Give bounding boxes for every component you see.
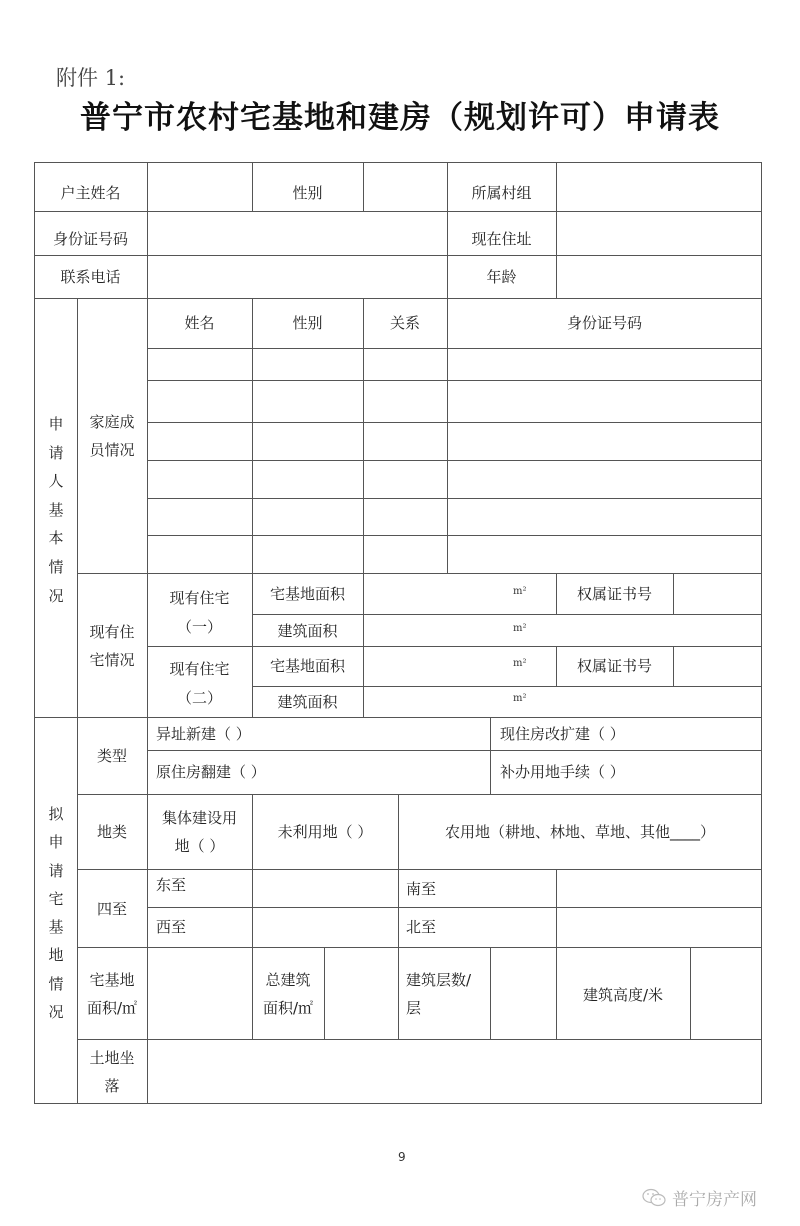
current-address-label: 现在住址 <box>471 230 532 248</box>
north-boundary-label: 北至 <box>406 918 437 936</box>
east-boundary-label: 东至 <box>156 876 187 894</box>
member-name-field[interactable] <box>149 537 251 572</box>
member-gender-field[interactable] <box>254 500 362 534</box>
row-divider <box>77 794 762 795</box>
east-boundary-field[interactable] <box>254 871 397 906</box>
house-2-building-area-unit: m² <box>513 693 527 704</box>
north-boundary-field[interactable] <box>558 909 761 946</box>
house-2-homestead-area-unit: m² <box>513 658 527 669</box>
annex-label: 附件 1: <box>56 66 126 90</box>
family-members-label <box>77 408 147 464</box>
floors-field[interactable] <box>492 949 555 1038</box>
watermark <box>642 1185 757 1213</box>
village-group-field[interactable] <box>558 164 761 210</box>
section-char: 情 <box>48 557 64 576</box>
member-id-field[interactable] <box>449 462 761 497</box>
type-option-supplement[interactable]: 补办用地手续（ ） <box>500 763 625 781</box>
row-divider <box>252 614 762 615</box>
owner-name-label: 户主姓名 <box>60 184 121 202</box>
label-line: 现有住宅 <box>169 589 230 607</box>
row-divider <box>34 298 762 299</box>
family-col-gender: 性别 <box>292 314 323 332</box>
row-divider <box>34 211 762 212</box>
member-name-field[interactable] <box>149 350 251 379</box>
label-line: 家庭成 <box>89 413 135 431</box>
col-divider <box>398 947 399 1039</box>
total-building-area-field[interactable] <box>326 949 397 1038</box>
label-line: 现有住宅 <box>169 660 230 678</box>
member-id-field[interactable] <box>449 424 761 459</box>
col-divider <box>363 573 364 717</box>
age-label: 年龄 <box>486 268 517 286</box>
current-address-field[interactable] <box>558 213 761 254</box>
gender-field[interactable] <box>365 164 446 210</box>
col-divider <box>363 162 364 211</box>
section-char: 基 <box>48 500 64 519</box>
section-char: 拟 <box>48 805 64 823</box>
house-1-label <box>147 584 252 642</box>
homestead-area-field[interactable] <box>149 949 251 1038</box>
section-char: 请 <box>48 443 64 462</box>
col-divider <box>490 717 491 794</box>
member-relation-field[interactable] <box>365 382 446 421</box>
land-class-collective-option[interactable] <box>147 804 252 860</box>
label-line: 建筑层数/ <box>406 971 472 989</box>
house-1-homestead-area-unit: m² <box>513 586 527 597</box>
land-location-label <box>77 1044 147 1100</box>
label-line: 落 <box>104 1077 120 1095</box>
row-divider <box>147 380 762 381</box>
section-char: 情 <box>48 974 64 993</box>
row-divider <box>147 498 762 499</box>
label-line: 员情况 <box>89 441 135 459</box>
row-divider <box>77 573 762 574</box>
phone-label: 联系电话 <box>60 268 121 286</box>
col-divider <box>556 162 557 298</box>
existing-housing-label <box>77 618 147 674</box>
wechat-icon <box>642 1188 668 1213</box>
col-divider <box>398 869 399 947</box>
section-char: 地 <box>48 946 64 965</box>
row-divider <box>147 907 762 908</box>
id-number-field[interactable] <box>149 213 446 254</box>
land-class-label: 地类 <box>96 823 127 841</box>
row-divider <box>34 255 762 256</box>
col-divider <box>490 947 491 1039</box>
land-class-agricultural-option[interactable]: 农用地（耕地、林地、草地、其他____） <box>444 823 715 841</box>
floors-label <box>406 966 471 1022</box>
label-line: 面积/㎡ <box>86 999 138 1017</box>
member-gender-field[interactable] <box>254 462 362 497</box>
phone-field[interactable] <box>149 257 446 297</box>
house-2-certificate-label: 权属证书号 <box>576 657 652 675</box>
member-relation-field[interactable] <box>365 537 446 572</box>
section-char: 况 <box>48 1003 64 1022</box>
building-height-field[interactable] <box>692 949 761 1038</box>
row-divider <box>252 686 762 687</box>
owner-name-field[interactable] <box>149 164 251 210</box>
row-divider <box>147 535 762 536</box>
label-line: 地（ ） <box>174 837 225 855</box>
member-id-field[interactable] <box>449 500 761 534</box>
member-gender-field[interactable] <box>254 382 362 421</box>
row-divider <box>147 750 762 751</box>
section-char: 宅 <box>48 889 64 908</box>
type-option-rebuild[interactable]: 原住房翻建（ ） <box>156 763 266 781</box>
village-group-label: 所属村组 <box>471 184 532 202</box>
basic-info-section-label <box>46 410 66 610</box>
house-1-certificate-label: 权属证书号 <box>576 585 652 603</box>
label-line: 层 <box>406 999 422 1017</box>
homestead-area-label <box>77 966 147 1022</box>
label-line: 土地坐 <box>89 1049 135 1067</box>
row-divider <box>147 460 762 461</box>
col-divider <box>556 869 557 947</box>
label-line: 集体建设用 <box>161 809 237 827</box>
type-option-new-site[interactable]: 异址新建（ ） <box>156 725 251 743</box>
family-col-id-number: 身份证号码 <box>566 314 642 332</box>
member-relation-field[interactable] <box>365 462 446 497</box>
building-height-label: 建筑高度/米 <box>582 986 664 1004</box>
col-divider <box>252 869 253 947</box>
label-line: 面积/㎡ <box>262 999 314 1017</box>
house-2-homestead-area-field[interactable] <box>365 648 555 685</box>
section-char: 人 <box>48 472 64 491</box>
label-line: 宅基地 <box>89 971 135 989</box>
row-divider <box>77 947 762 948</box>
house-1-building-area-unit: m² <box>513 623 527 634</box>
label-line: （一） <box>176 618 222 636</box>
form-title: 普宁市农村宅基地和建房（规划许可）申请表 <box>80 100 720 136</box>
house-1-homestead-area-label: 宅基地面积 <box>269 585 345 603</box>
house-1-homestead-area-field[interactable] <box>365 575 555 613</box>
section-char: 申 <box>48 415 64 433</box>
watermark-text: 普宁房产网 <box>672 1190 757 1210</box>
row-divider <box>77 869 762 870</box>
house-2-homestead-area-label: 宅基地面积 <box>269 657 345 675</box>
house-2-building-area-label: 建筑面积 <box>277 693 338 711</box>
west-boundary-field[interactable] <box>254 909 397 946</box>
col-divider <box>252 298 253 573</box>
member-name-field[interactable] <box>149 424 251 459</box>
type-label: 类型 <box>96 747 127 765</box>
page-number: 9 <box>398 1150 406 1164</box>
family-col-name: 姓名 <box>184 314 215 332</box>
house-1-building-area-field[interactable] <box>365 616 761 645</box>
member-gender-field[interactable] <box>254 350 362 379</box>
col-divider <box>324 947 325 1039</box>
type-option-expand[interactable]: 现住房改扩建（ ） <box>500 725 625 743</box>
member-relation-field[interactable] <box>365 350 446 379</box>
col-divider <box>363 298 364 573</box>
row-divider <box>147 422 762 423</box>
member-id-field[interactable] <box>449 537 761 572</box>
label-line: （二） <box>176 689 222 707</box>
boundaries-label: 四至 <box>96 900 127 918</box>
land-location-field[interactable] <box>149 1041 761 1103</box>
member-gender-field[interactable] <box>254 537 362 572</box>
section-char: 本 <box>48 529 64 548</box>
member-gender-field[interactable] <box>254 424 362 459</box>
land-class-unused-option[interactable]: 未利用地（ ） <box>277 823 373 841</box>
row-divider <box>147 348 762 349</box>
label-line: 宅情况 <box>89 651 135 669</box>
row-divider <box>77 1039 762 1040</box>
member-name-field[interactable] <box>149 382 251 421</box>
member-id-field[interactable] <box>449 350 761 379</box>
member-name-field[interactable] <box>149 462 251 497</box>
label-line: 总建筑 <box>265 971 311 989</box>
west-boundary-label: 西至 <box>156 918 187 936</box>
section-divider <box>34 717 762 718</box>
age-field[interactable] <box>558 257 761 297</box>
house-1-certificate-field[interactable] <box>675 575 761 613</box>
col-divider <box>447 298 448 573</box>
member-name-field[interactable] <box>149 500 251 534</box>
member-relation-field[interactable] <box>365 424 446 459</box>
label-line: 现有住 <box>89 623 135 641</box>
south-boundary-label: 南至 <box>406 880 437 898</box>
gender-label: 性别 <box>292 184 323 202</box>
col-divider <box>673 646 674 686</box>
id-number-label: 身份证号码 <box>52 230 128 248</box>
col-divider <box>673 573 674 614</box>
total-building-area-label <box>252 966 324 1022</box>
row-divider <box>147 646 762 647</box>
member-relation-field[interactable] <box>365 500 446 534</box>
south-boundary-field[interactable] <box>558 871 761 906</box>
section-char: 基 <box>48 918 64 937</box>
house-2-certificate-field[interactable] <box>675 648 761 685</box>
family-col-relation: 关系 <box>389 314 420 332</box>
section-char: 申 <box>48 833 64 852</box>
house-2-building-area-field[interactable] <box>365 688 761 716</box>
section-char: 请 <box>48 861 64 880</box>
house-2-label <box>147 655 252 713</box>
col-divider <box>690 947 691 1039</box>
member-id-field[interactable] <box>449 382 761 421</box>
house-1-building-area-label: 建筑面积 <box>277 622 338 640</box>
proposed-section-label <box>46 800 66 1026</box>
section-char: 况 <box>48 586 64 605</box>
col-divider <box>147 162 148 298</box>
